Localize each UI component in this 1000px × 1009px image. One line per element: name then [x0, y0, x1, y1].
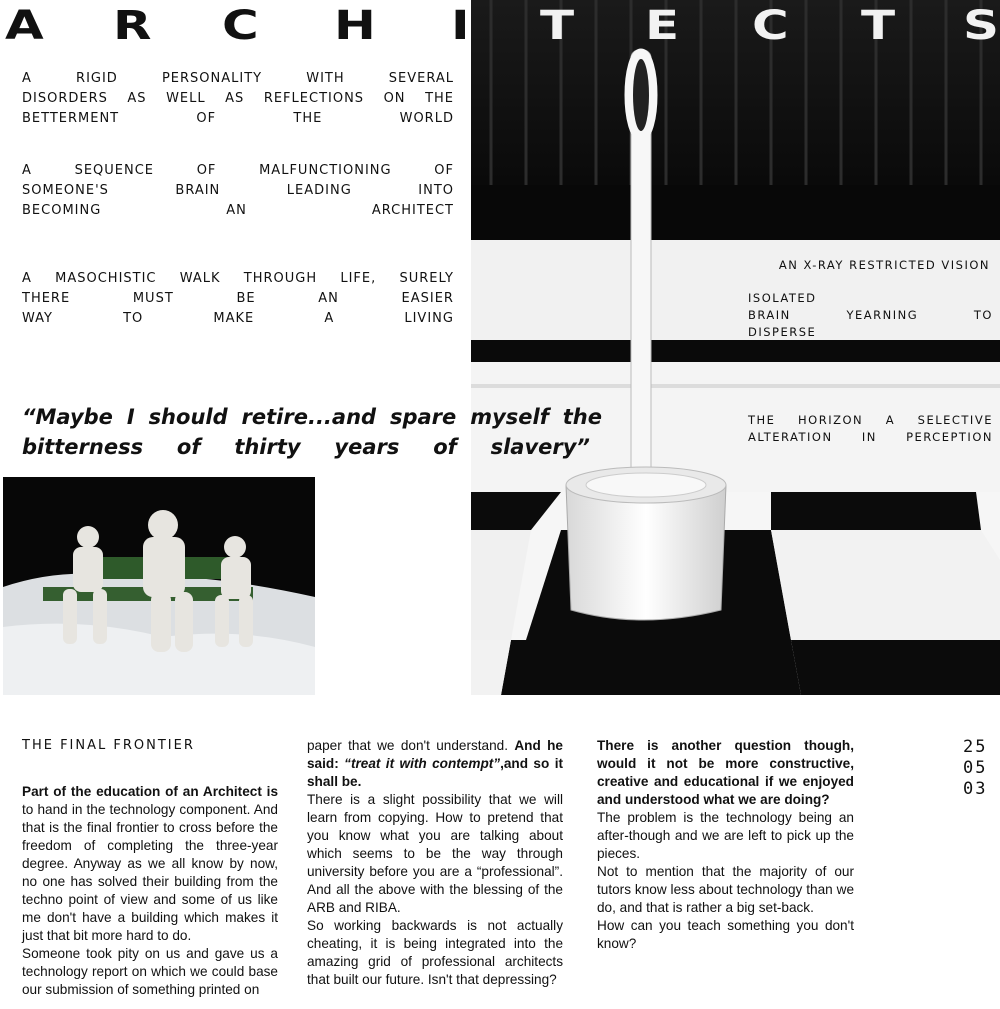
intro-line — [22, 181, 454, 201]
word: SEQUENCE — [74, 163, 155, 178]
word: HORIZON — [798, 413, 864, 427]
word: BRAIN — [748, 308, 791, 322]
intro-line — [22, 161, 454, 181]
word: of — [433, 435, 457, 459]
word: THE — [293, 111, 323, 126]
word: retire...and — [241, 405, 377, 429]
intro-block-masochistic — [22, 269, 454, 329]
word: ALTERATION — [748, 430, 833, 444]
bold-text: And he said: — [307, 738, 563, 771]
snow-bench-illustration — [3, 477, 315, 695]
word: MASOCHISTIC — [55, 271, 157, 286]
word: THE — [425, 91, 454, 106]
caption-line — [748, 429, 993, 446]
title-letter: C — [222, 3, 259, 49]
word: LIVING — [404, 311, 454, 326]
paragraph: How can you teach something you don't know? — [597, 918, 854, 951]
word: AS — [225, 91, 245, 106]
quote-line — [22, 402, 602, 432]
title-letter: A — [5, 3, 44, 49]
word: SOMEONE'S — [22, 183, 109, 198]
title-letter: H — [334, 3, 376, 49]
word: EASIER — [401, 291, 454, 306]
word: A — [324, 311, 335, 326]
word: bitterness — [22, 435, 144, 459]
word: ISOLATED — [748, 291, 817, 305]
title-letter: R — [113, 3, 152, 49]
intro-block-personality — [22, 69, 454, 129]
article-column-1 — [22, 737, 278, 999]
paragraph — [22, 783, 278, 945]
word: A — [22, 163, 32, 178]
date-month: 05 — [963, 758, 988, 778]
section-heading: THE FINAL FRONTIER — [22, 738, 195, 753]
word: PERSONALITY — [161, 71, 263, 86]
word: A — [22, 271, 32, 286]
paragraph — [307, 737, 563, 791]
article-column-3 — [597, 737, 854, 953]
title-letter: I — [451, 3, 470, 49]
paragraph — [597, 737, 854, 809]
toilet-brush-illustration — [471, 0, 1000, 695]
word: A — [885, 413, 896, 427]
snow-sculpture-photo — [3, 477, 315, 695]
word: OF — [196, 111, 217, 126]
word: ON — [383, 91, 406, 106]
word: MAKE — [213, 311, 255, 326]
word: DISPERSE — [748, 325, 817, 339]
title-letter: T — [540, 3, 575, 49]
word: REFLECTIONS — [263, 91, 365, 106]
title-letter: T — [861, 3, 896, 49]
title-letter: S — [963, 3, 1000, 49]
paragraph: So working backwards is not actually cheating, it is being integrated into the amazing grid of professional architects that built our future. Isn't that depressing? — [307, 918, 563, 987]
word: I — [126, 405, 135, 429]
caption-horizon — [748, 412, 993, 446]
word: SELECTIVE — [917, 413, 993, 427]
paragraph: Someone took pity on us and gave us a technology report on which we could base our submission of something printed on — [22, 946, 278, 997]
intro-line — [22, 269, 454, 289]
word: TO — [123, 311, 144, 326]
word: LIFE, — [340, 271, 377, 286]
word: myself — [470, 405, 549, 429]
word: A — [22, 71, 32, 86]
word: should — [148, 405, 228, 429]
word: THERE — [22, 291, 71, 306]
word: WORLD — [399, 111, 454, 126]
word: AS — [127, 91, 147, 106]
paragraph: The problem is the technology being an after-though and we are left to pick up the pieces. — [597, 810, 854, 861]
word: IN — [861, 430, 877, 444]
word: YEARNING — [846, 308, 919, 322]
paragraph: There is a slight possibility that we will learn from copying. How to pretend that you know what you are talking about which seems to be the way through university before you are a “professional”. And all the above with the blessing of the ARB and RIBA. — [307, 792, 563, 915]
word: WALK — [179, 271, 221, 286]
word: PERCEPTION — [906, 430, 993, 444]
word: BRAIN — [175, 183, 221, 198]
bold-lead: Part of the education of an Architect is — [22, 784, 278, 799]
word: OF — [196, 163, 217, 178]
date-year: 03 — [963, 779, 988, 799]
word: LEADING — [286, 183, 352, 198]
intro-line — [22, 89, 454, 109]
word: WITH — [306, 71, 345, 86]
article-column-2 — [307, 737, 563, 989]
word: OF — [434, 163, 454, 178]
word: DISORDERS — [22, 91, 108, 106]
word: spare — [389, 405, 457, 429]
word: BECOMING — [22, 203, 102, 218]
caption-line — [748, 412, 993, 429]
intro-line — [22, 309, 454, 329]
body-text: paper that we don't understand. — [307, 738, 515, 753]
quoted-phrase: “treat it with contempt” — [344, 756, 501, 771]
word: RIGID — [76, 71, 118, 86]
word: MUST — [132, 291, 174, 306]
word: TO — [973, 308, 993, 322]
word: SEVERAL — [388, 71, 454, 86]
caption-isolated — [748, 290, 993, 341]
toilet-brush-photo — [471, 0, 1000, 695]
word: BE — [236, 291, 256, 306]
word: THE — [748, 413, 776, 427]
pull-quote — [22, 402, 602, 462]
word: THROUGH — [243, 271, 318, 286]
word: WAY — [22, 311, 53, 326]
word: years — [334, 435, 400, 459]
paragraph: Not to mention that the majority of our tutors know less about technology than we do, and that is rather a big set-back. — [597, 864, 854, 915]
title-letter: C — [752, 3, 789, 49]
word: ARCHITECT — [371, 203, 454, 218]
intro-line — [22, 289, 454, 309]
word: AN — [226, 203, 247, 218]
caption-line — [748, 307, 993, 324]
intro-block-sequence — [22, 161, 454, 221]
word: BETTERMENT — [22, 111, 120, 126]
word: of — [176, 435, 201, 459]
word: slavery” — [490, 435, 590, 459]
word: “Maybe — [22, 405, 113, 429]
caption-xray: AN X-RAY RESTRICTED VISION — [778, 258, 990, 272]
caption-line — [748, 324, 993, 341]
word: WELL — [166, 91, 206, 106]
quote-line — [22, 432, 590, 462]
word: the — [562, 405, 602, 429]
word: MALFUNCTIONING — [259, 163, 392, 178]
issue-date — [963, 737, 987, 800]
bold-text: ,and so it shall be. — [307, 756, 563, 789]
caption-line — [748, 290, 993, 307]
intro-line — [22, 201, 454, 221]
title-letter: E — [645, 3, 680, 49]
body-text: to hand in the technology component. And that is the final frontier to cross before the freedom of completing the three-year degree. Anyway as we all know by now, no one has solved their building from the techno point of view and some of us like me don't have a building which makes it just that bit more hard to do. — [22, 802, 278, 943]
word: AN — [318, 291, 339, 306]
bold-question: There is another question though, would it not be more constructive, creative and educational if we enjoyed and understood what we are doing? — [597, 738, 854, 807]
date-day: 25 — [963, 737, 988, 757]
word: SURELY — [399, 271, 454, 286]
word: INTO — [418, 183, 454, 198]
intro-line — [22, 109, 454, 129]
intro-line — [22, 69, 454, 89]
word: thirty — [234, 435, 301, 459]
